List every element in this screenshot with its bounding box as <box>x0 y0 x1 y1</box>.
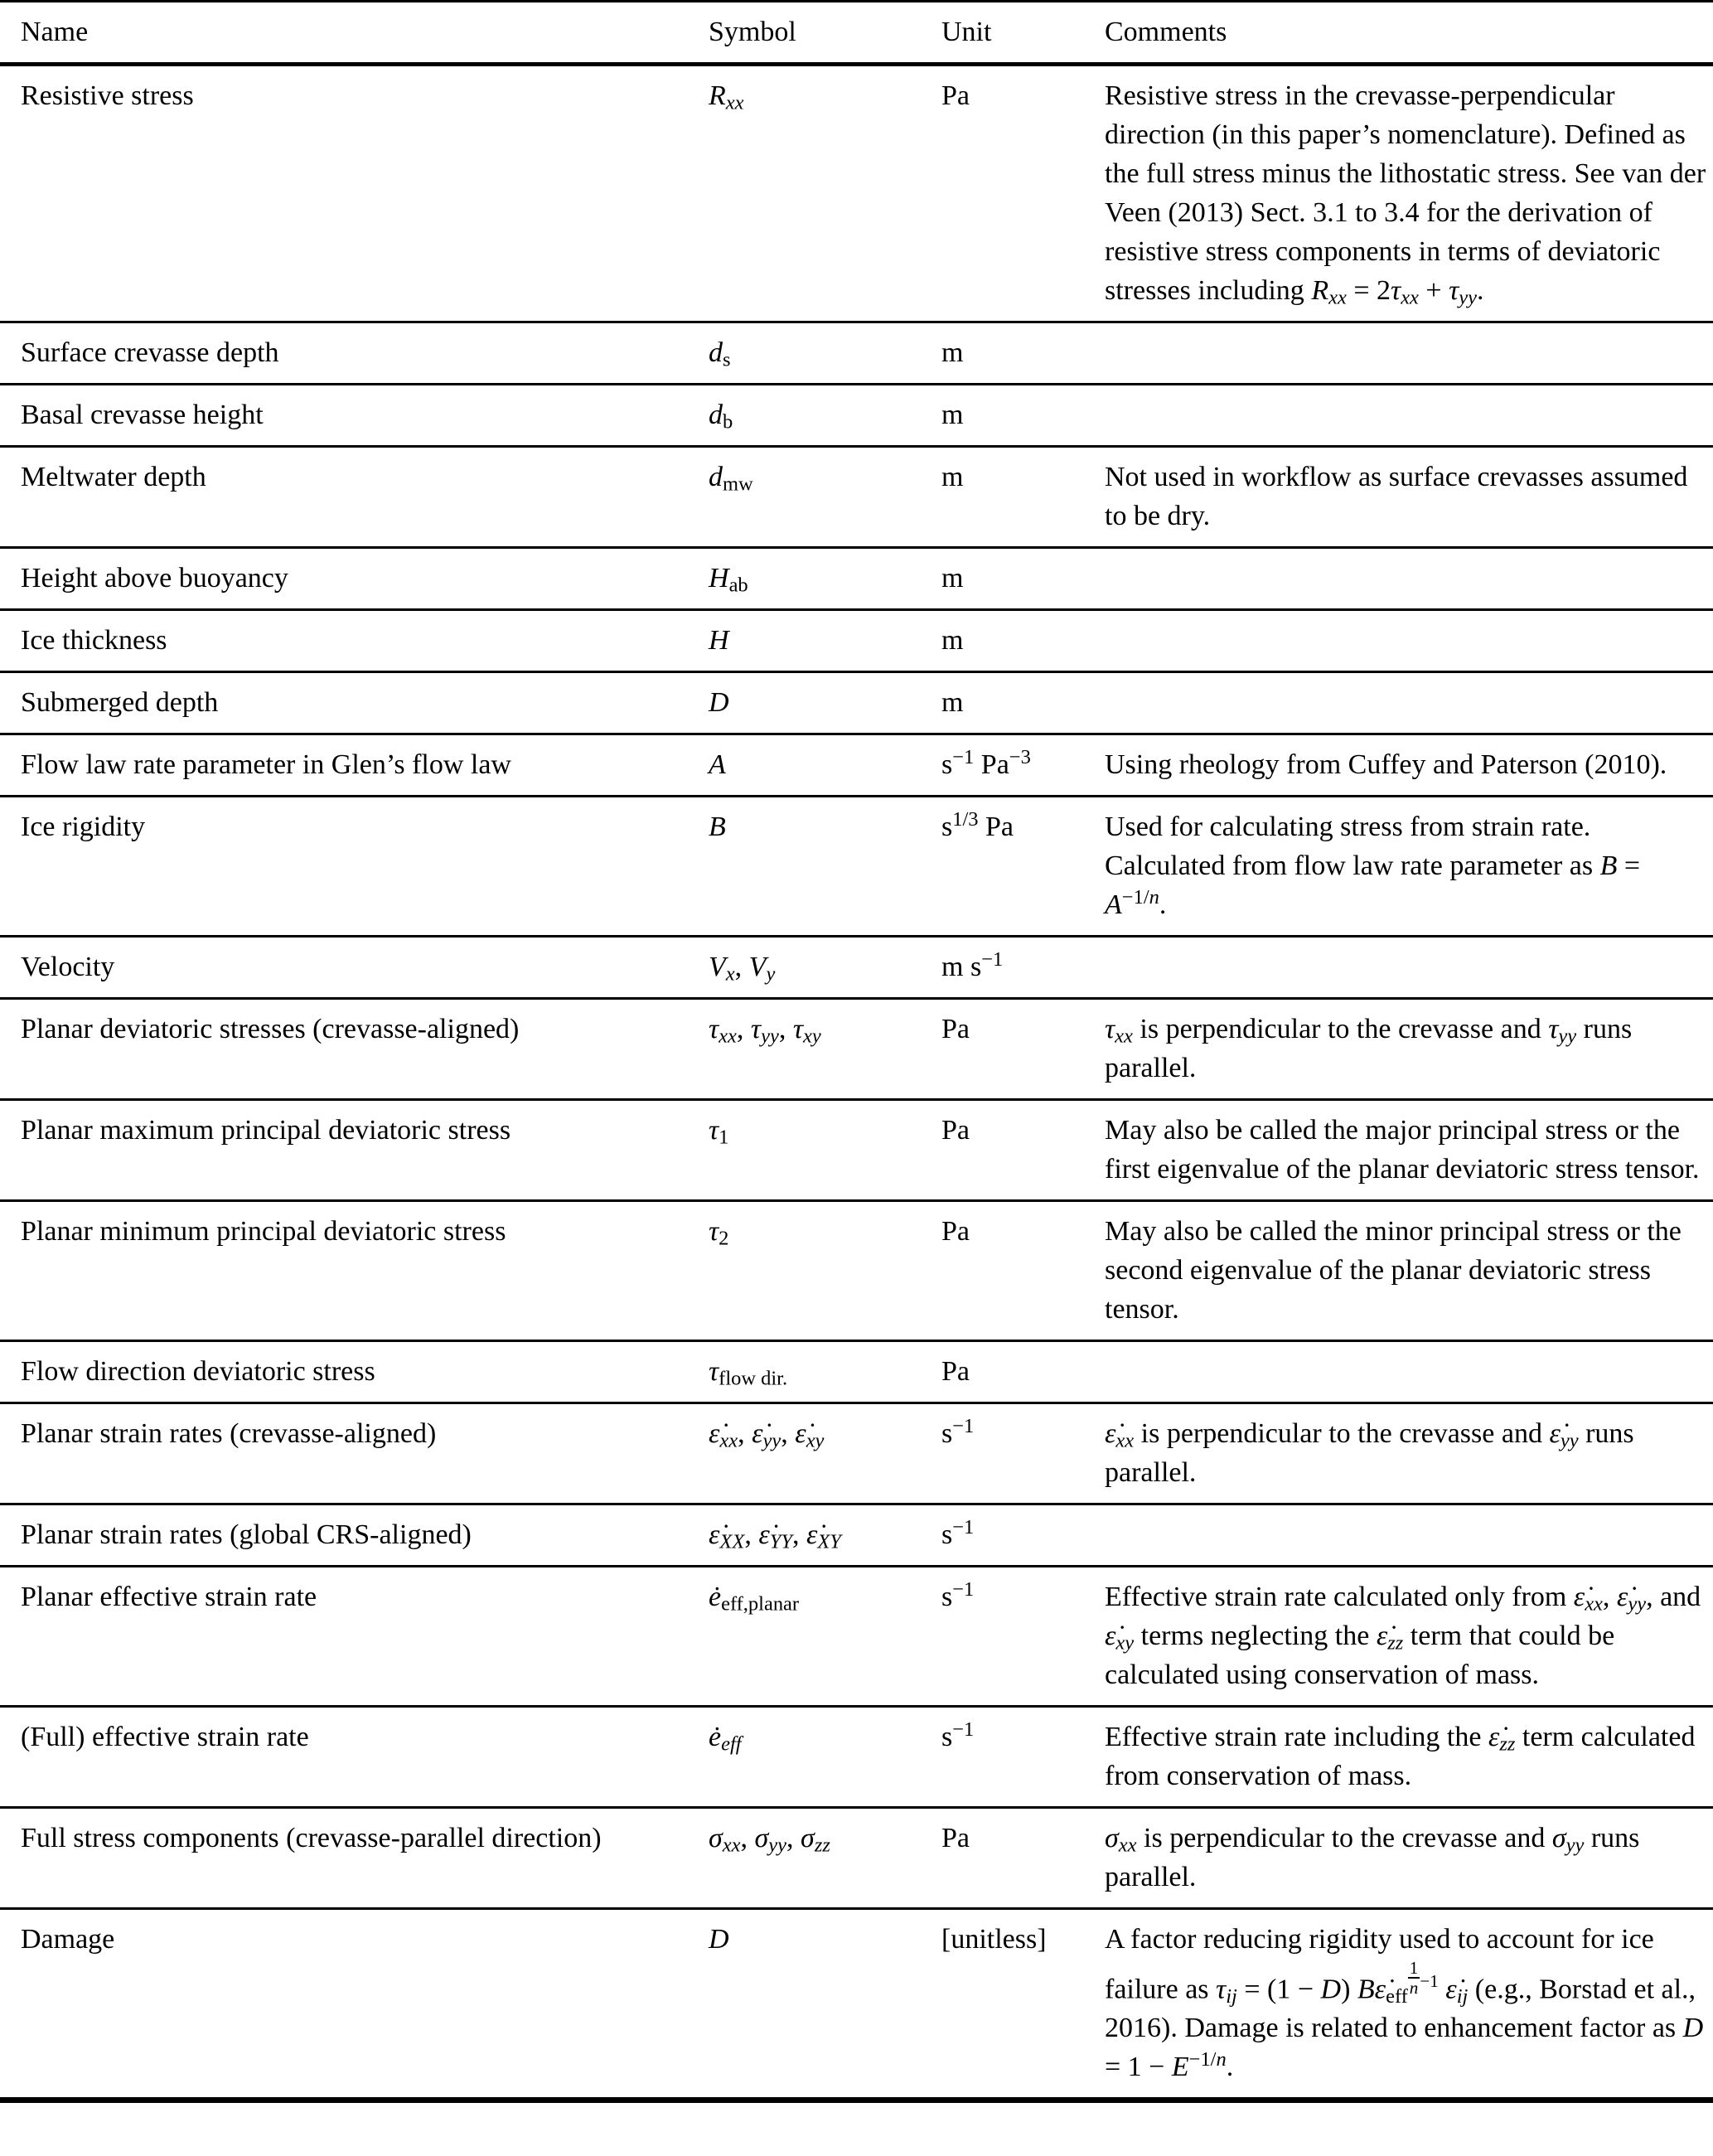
symbol-cell: $\tau_1$ <box>709 1115 729 1149</box>
symbol-cell: $d_b$ <box>709 400 733 434</box>
table-row <box>0 1808 1713 1909</box>
column-header-unit: Unit <box>941 17 992 47</box>
name-cell: Planar strain rates (crevasse-aligned) <box>21 1418 437 1449</box>
symbol-cell: H <box>709 625 729 656</box>
unit-cell: Pa <box>941 1216 970 1247</box>
unit-cell: m <box>941 400 964 430</box>
comments-cell <box>1105 672 1713 734</box>
symbol-cell: $\tau_{xx}$, $\tau_{yy}$, $\tau_{xy}$ <box>709 1014 821 1048</box>
name-cell: Submerged depth <box>21 687 219 718</box>
name-cell: Planar effective strain rate <box>21 1582 317 1612</box>
symbol-cell: B <box>709 812 726 842</box>
name-cell: Planar maximum principal deviatoric stress <box>21 1115 511 1146</box>
header-row <box>0 2 1713 65</box>
comments-cell <box>1105 1504 1713 1567</box>
comments-cell: A factor reducing rigidity used to account for ice failure as $\tau_{ij} = (1 - D)$ $B\varepsiloṅ_{eff}$ $^{\frac{1}{n} -1}$ $\varepsiloṅ_{ij}$ (e.g., Borstad et al., 2016). Damage is related to enhancement factor as $D = 1 - E^{-1/n}$. <box>1105 1924 1704 2083</box>
unit-cell: m <box>941 563 964 594</box>
comments-cell <box>1105 385 1713 447</box>
symbol-cell: $R_{xx}$ <box>709 80 744 114</box>
unit-cell: $s^{-1}$ <box>941 1414 975 1449</box>
table-row <box>0 999 1713 1100</box>
unit-cell: $s^{-1}$ $Pa^{-3}$ <box>941 745 1031 780</box>
name-cell: Ice rigidity <box>21 812 146 842</box>
column-header-name: Name <box>21 17 89 47</box>
comments-cell: May also be called the major principal stress or the first eigenvalue of the planar deviatoric stress tensor. <box>1105 1115 1700 1185</box>
table-row <box>0 1403 1713 1504</box>
comments-cell: Used for calculating stress from strain rate. Calculated from flow law rate parameter as $B = A^{-1/n}$. <box>1105 812 1641 920</box>
name-cell: Meltwater depth <box>21 462 206 492</box>
unit-cell: m <box>941 462 964 492</box>
unit-cell: Pa <box>941 1115 970 1146</box>
name-cell: Ice thickness <box>21 625 167 656</box>
symbol-cell: D <box>709 1924 729 1955</box>
comments-cell: $\sigma_{xx}$ is perpendicular to the crevasse and $\sigma_{yy}$ runs parallel. <box>1105 1823 1640 1892</box>
symbol-cell: $\tau_2$ <box>709 1216 729 1250</box>
table-row <box>0 385 1713 447</box>
column-header-symbol: Symbol <box>709 17 796 47</box>
comments-cell: May also be called the minor principal stress or the second eigenvalue of the planar deviatoric stress tensor. <box>1105 1216 1682 1325</box>
name-cell: Flow direction deviatoric stress <box>21 1356 375 1387</box>
table-row <box>0 672 1713 734</box>
name-cell: Damage <box>21 1924 115 1955</box>
comments-cell: Effective strain rate including the $\varepsiloṅ_{zz}$ term calculated from conservation of mass. <box>1105 1722 1696 1791</box>
unit-cell: $s^{-1}$ <box>941 1718 975 1752</box>
table-row <box>0 65 1713 322</box>
table-row <box>0 1100 1713 1201</box>
symbol-cell: $V_x$, $V_y$ <box>709 952 776 986</box>
symbol-cell: $ė_{eff}$ <box>709 1722 742 1756</box>
table-header <box>0 2 1713 65</box>
comments-cell <box>1105 322 1713 385</box>
comments-cell <box>1105 610 1713 672</box>
table-row <box>0 610 1713 672</box>
unit-cell: $s^{-1}$ <box>941 1577 975 1612</box>
comments-cell <box>1105 548 1713 610</box>
symbol-cell: $ė_{eff,planar}$ <box>709 1582 800 1616</box>
symbol-cell: D <box>709 687 729 718</box>
unit-cell: Pa <box>941 1823 970 1853</box>
table-row <box>0 1201 1713 1341</box>
unit-cell: Pa <box>941 1356 970 1387</box>
table-row <box>0 1567 1713 1707</box>
name-cell: Velocity <box>21 952 115 982</box>
comments-cell: $\tau_{xx}$ is perpendicular to the crevasse and $\tau_{yy}$ runs parallel. <box>1105 1014 1633 1083</box>
comments-cell: Effective strain rate calculated only from $\varepsiloṅ_{xx}$, $\varepsiloṅ_{yy}$, and $\varepsiloṅ_{xy}$ terms neglecting the $\varepsiloṅ_{zz}$ term that could be calculated using conservation of mass. <box>1105 1582 1701 1690</box>
symbol-cell: $\tau_{flow dir.}$ <box>709 1356 788 1390</box>
unit-cell: $s^{-1}$ <box>941 1515 975 1550</box>
table-row <box>0 548 1713 610</box>
table-row <box>0 937 1713 999</box>
name-cell: Planar minimum principal deviatoric stress <box>21 1216 506 1247</box>
name-cell: (Full) effective strain rate <box>21 1722 309 1752</box>
name-cell: Planar strain rates (global CRS-aligned) <box>21 1519 472 1550</box>
comments-cell: Not used in workflow as surface crevasses assumed to be dry. <box>1105 462 1688 531</box>
symbol-cell: A <box>709 749 726 780</box>
symbol-cell: $d_s$ <box>709 337 731 371</box>
table-row <box>0 322 1713 385</box>
table-body <box>0 65 1713 2100</box>
table-row <box>0 1707 1713 1808</box>
symbol-cell: $H_{ab}$ <box>709 563 748 597</box>
column-header-comments: Comments <box>1105 17 1227 47</box>
name-cell: Resistive stress <box>21 80 194 111</box>
unit-cell: Pa <box>941 1014 970 1044</box>
unit-cell: [unitless] <box>941 1924 1047 1955</box>
unit-cell: Pa <box>941 80 970 111</box>
symbol-cell: $\varepsiloṅ_{XX}$, $\varepsiloṅ_{YY}$, $\varepsiloṅ_{XY}$ <box>709 1519 841 1553</box>
symbol-cell: $d_{mw}$ <box>709 462 753 496</box>
unit-cell: m <box>941 625 964 656</box>
unit-cell: m <box>941 687 964 718</box>
name-cell: Basal crevasse height <box>21 400 264 430</box>
name-cell: Height above buoyancy <box>21 563 288 594</box>
comments-cell: Using rheology from Cuffey and Paterson (2010). <box>1105 749 1667 780</box>
table-row <box>0 797 1713 937</box>
table-row <box>0 1909 1713 2100</box>
table-row <box>0 1341 1713 1403</box>
name-cell: Flow law rate parameter in Glen’s flow law <box>21 749 511 780</box>
comments-cell <box>1105 1341 1713 1403</box>
comments-cell: Resistive stress in the crevasse-perpendicular direction (in this paper’s nomenclature). Defined as the full stress minus the lithostatic stress. See van der Veen (2013) Sect. 3.1 to 3.4 for the derivation of resistive stress components in terms of deviatoric stresses including $R_{xx} = 2\tau_{xx} + \tau_{yy}$. <box>1105 80 1706 309</box>
name-cell: Planar deviatoric stresses (crevasse-aligned) <box>21 1014 520 1044</box>
comments-cell <box>1105 937 1713 999</box>
unit-cell: m <box>941 337 964 368</box>
unit-cell: m $s^{-1}$ <box>941 947 1004 982</box>
symbol-cell: $\varepsiloṅ_{xx}$, $\varepsiloṅ_{yy}$, $\varepsiloṅ_{xy}$ <box>709 1418 825 1452</box>
unit-cell: $s^{1/3}$ Pa <box>941 807 1014 842</box>
comments-cell: $\varepsiloṅ_{xx}$ is perpendicular to the crevasse and $\varepsiloṅ_{yy}$ runs parallel. <box>1105 1418 1634 1488</box>
table-row <box>0 447 1713 548</box>
symbol-cell: $\sigma_{xx}$, $\sigma_{yy}$, $\sigma_{zz}$ <box>709 1823 830 1857</box>
name-cell: Full stress components (crevasse-parallel direction) <box>21 1823 602 1853</box>
table-row <box>0 734 1713 797</box>
table-row <box>0 1504 1713 1567</box>
name-cell: Surface crevasse depth <box>21 337 279 368</box>
